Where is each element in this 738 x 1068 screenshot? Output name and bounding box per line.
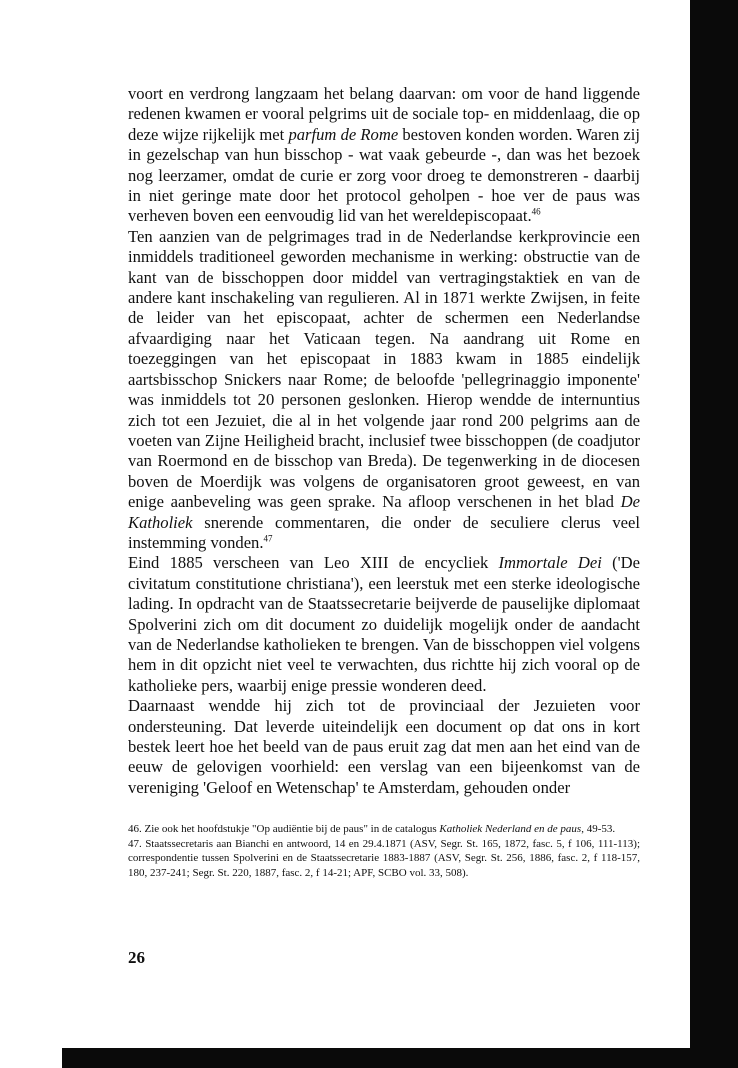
body-text [128,84,640,798]
footnote-47: 47. Staatssecretaris aan Bianchi en antwoord, 14 en 29.4.1871 (ASV, Segr. St. 165, 1872, fasc. 5, f 106, 111-113); correspondentie tussen Spolverini en de Staatssecretarie 1883-1887 (ASV, Segr. St. 256, 1886, fasc. 2, f 118-157, 180, 237-241; Segr. St. 220, 1887, fasc. 2, f 14-21; APF, SCBO vol. 33, 508). [128,837,640,879]
page-number: 26 [128,948,145,967]
footnote-ref-47[interactable]: 47 [263,533,273,544]
footnotes [128,822,640,880]
footnote-46: 46. Zie ook het hoofdstukje "Op audiëntie bij de paus" in de catalogus Katholiek Nederland en de paus, 49-53. [128,823,616,835]
paragraph-4: Daarnaast wendde hij zich tot de provinciaal der Jezuieten voor ondersteuning. Dat leverde uiteindelijk een document op dat ons in kort bestek leert hoe het beeld van de paus eruit zag dat men aan het eind van de eeuw de gelovigen voorhield: een verslag van een bijeenkomst van de vereniging 'Geloof en Wetenschap' te Amsterdam, gehouden onder [128,696,640,797]
italic-title: Immortale Dei [498,553,602,573]
paragraph-3: Eind 1885 verscheen van Leo XIII de encycliek Immortale Dei ('De civitatum constitutione christiana'), een leerstuk met een sterke ideologische lading. In opdracht van de Staatssecretarie beijverde de pauselijke diplomaat Spolverini zich om dit document zo duidelijk mogelijk onder de aandacht van de Nederlandse katholieken te brengen. Van de bisschoppen viel volgens hem in dit opzicht niet veel te verwachten, dus richtte hij zich vooral op de katholieke pers, waarbij enige pressie wonderen deed. [128,553,641,695]
footnote-ref-46[interactable]: 46 [531,206,541,217]
paragraph-1: voort en verdrong langzaam het belang daarvan: om voor de hand liggende redenen kwamen er vooral pelgrims uit de sociale top- en middenlaag, die op deze wijze rijkelijk met parfum de Rome bestoven konden worden. Waren zij in gezelschap van hun bisschop - wat vaak gebeurde -, dan was het bezoek nog leerzamer, omdat de curie er zorg voor droeg te demonstreren - daarbij in niet geringe mate door het protocol geholpen - hoe ver de paus was verheven boven een eenvoudig lid van het wereldepiscopaat.$^{46}$ [128,84,641,226]
scan-border-bottom [62,1048,738,1068]
italic-title: De Katholiek [128,492,640,532]
italic-phrase: parfum de Rome [288,124,399,144]
scan-border-right [690,0,738,1068]
paragraph-2: Ten aanzien van de pelgrimages trad in de Nederlandse kerkprovincie een inmiddels traditioneel geworden mechanisme in werking: obstructie van de kant van de bisschoppen door middel van vertragingstaktiek en van de andere kant inschakeling van regulieren. Al in 1871 werkte Zwijsen, in feite de leider van het episcopaat, achter de schermen een Nederlandse afvaardiging naar het Vaticaan tegen. Na aandrang uit Rome en toezeggingen van het episcopaat in 1883 kwam in 1885 eindelijk aartsbisschop Snickers naar Rome; de beloofde 'pellegrinaggio imponente' was inmiddels tot 20 personen geslonken. Hierop wendde de internuntius zich tot een Jezuiet, die al in het volgende jaar rond 200 pelgrims aan de voeten van Zijne Heiligheid bracht, inclusief twee bisschoppen (de coadjutor van Roermond en de bisschop van Breda). De tegenwerking in de diocesen boven de Moerdijk was volgens de organisatoren groot geweest, en van enige aanbeveling was geen sprake. Na afloop verschenen in het blad De Katholiek snerende commentaren, die onder de seculiere clerus veel instemming vonden.$^{47}$ [128,226,640,552]
